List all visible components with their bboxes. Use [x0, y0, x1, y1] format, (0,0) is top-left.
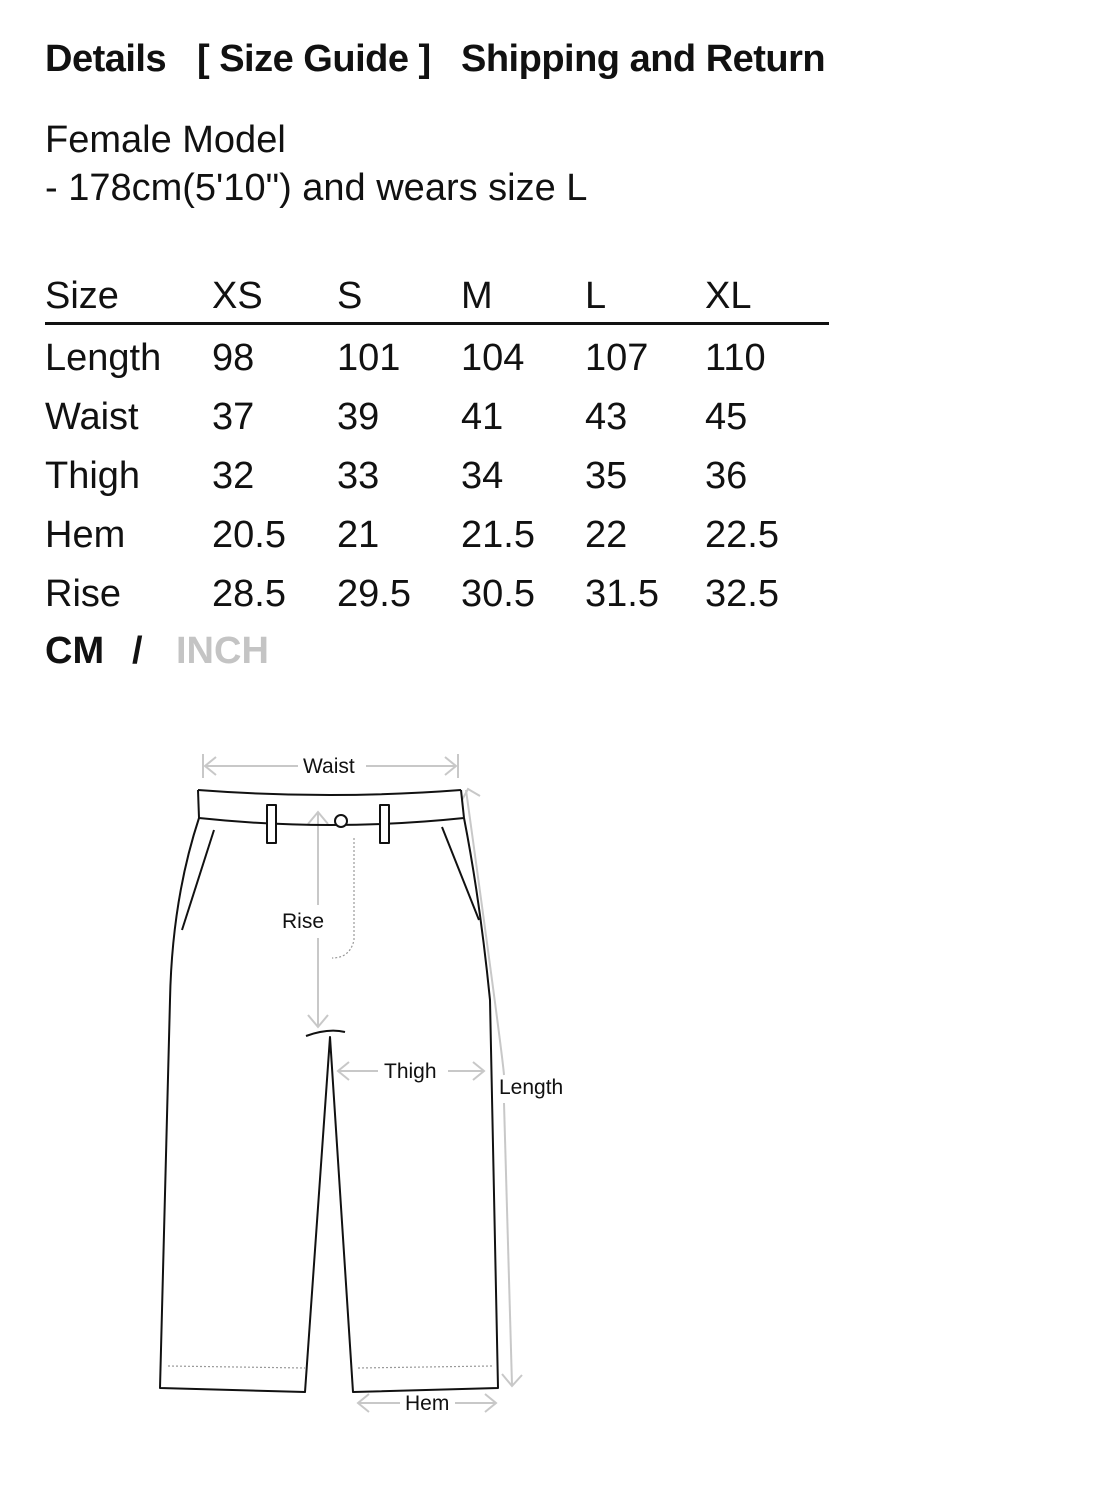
thigh-label: Thigh — [384, 1060, 437, 1083]
table-row — [45, 447, 829, 506]
table-cell: 107 — [585, 337, 649, 379]
table-row — [45, 565, 829, 624]
table-cell: 98 — [212, 337, 255, 379]
header-cell: M — [461, 274, 493, 317]
table-row — [45, 506, 829, 565]
table-cell: 35 — [585, 455, 628, 497]
model-info-title: Female Model — [45, 119, 286, 161]
table-cell: 21 — [337, 514, 380, 556]
table-cell: 28.5 — [212, 573, 286, 615]
size-table — [45, 270, 829, 624]
hem-label: Hem — [405, 1392, 450, 1415]
header-cell: S — [337, 274, 363, 317]
header-cell: L — [585, 274, 607, 317]
table-cell: 34 — [461, 455, 504, 497]
model-info-detail: - 178cm(5'10") and wears size L — [45, 167, 588, 209]
row-label: Length — [45, 337, 162, 379]
table-cell: 32.5 — [705, 573, 779, 615]
header-cell: Size — [45, 274, 119, 317]
table-cell: 41 — [461, 396, 504, 438]
table-cell: 33 — [337, 455, 380, 497]
tab-details[interactable]: Details — [45, 38, 167, 80]
table-cell: 104 — [461, 337, 525, 379]
table-cell: 21.5 — [461, 514, 535, 556]
waist-label: Waist — [303, 755, 355, 778]
size-table-header — [45, 270, 829, 324]
table-row — [45, 388, 829, 447]
tab-shipping-and-return[interactable]: Shipping and Return — [461, 38, 826, 80]
pants-outline-icon — [150, 745, 590, 1425]
unit-cm-button[interactable]: CM — [45, 630, 105, 672]
table-cell: 43 — [585, 396, 628, 438]
table-cell: 29.5 — [337, 573, 411, 615]
header-cell: XL — [705, 274, 752, 317]
row-label: Rise — [45, 573, 122, 615]
table-cell: 30.5 — [461, 573, 535, 615]
row-label: Waist — [45, 396, 139, 438]
length-label: Length — [499, 1076, 564, 1099]
row-label: Thigh — [45, 455, 141, 497]
header-cell: XS — [212, 274, 263, 317]
table-cell: 45 — [705, 396, 748, 438]
rise-label: Rise — [282, 910, 325, 933]
table-cell: 22.5 — [705, 514, 779, 556]
table-cell: 32 — [212, 455, 255, 497]
table-cell: 37 — [212, 396, 255, 438]
row-label: Hem — [45, 514, 126, 556]
table-cell: 22 — [585, 514, 628, 556]
table-cell: 31.5 — [585, 573, 659, 615]
table-cell: 110 — [705, 337, 766, 379]
tab-size-guide[interactable]: [ Size Guide ] — [197, 38, 431, 80]
model-info — [45, 116, 587, 212]
table-cell: 39 — [337, 396, 380, 438]
table-cell: 101 — [337, 337, 401, 379]
table-cell: 36 — [705, 455, 748, 497]
unit-inch-button[interactable]: INCH — [176, 630, 269, 672]
unit-separator: / — [132, 630, 143, 672]
table-row — [45, 324, 829, 389]
table-cell: 20.5 — [212, 514, 286, 556]
